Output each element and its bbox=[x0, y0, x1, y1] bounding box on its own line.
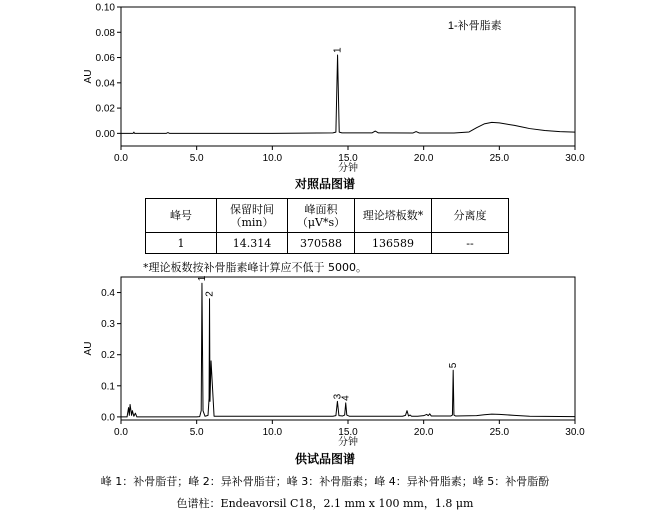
sample-y-tick-label: 0.0 bbox=[101, 412, 115, 424]
reference-y-axis-label: AU bbox=[83, 69, 94, 84]
reference-y-tick-label: 0.08 bbox=[95, 27, 115, 39]
reference-x-axis-label: 分钟 bbox=[338, 163, 358, 174]
sample-y-axis-label: AU bbox=[83, 341, 94, 356]
header-text: 峰号 bbox=[170, 209, 192, 222]
sample-chromatogram bbox=[0, 272, 650, 447]
reference-x-tick-label: 15.0 bbox=[338, 153, 358, 164]
table-header-cell bbox=[217, 199, 288, 233]
header-text: 保留时间 bbox=[230, 202, 274, 216]
peak-legend: 峰 1：补骨脂苷；峰 2：异补骨脂苷；峰 3：补骨脂素；峰 4：异补骨脂素；峰 5：补骨脂酚 bbox=[100, 475, 550, 488]
reference-x-tick-label: 5.0 bbox=[189, 153, 204, 164]
table-cell: 14.314 bbox=[217, 233, 288, 254]
table-cell: 1 bbox=[146, 233, 217, 254]
sample-x-tick-label: 15.0 bbox=[338, 427, 358, 438]
reference-trace-line bbox=[121, 55, 575, 133]
header-unit: （min） bbox=[230, 215, 274, 229]
sample-peak-label: 5 bbox=[448, 362, 460, 369]
reference-annotation: 1-补骨脂素 bbox=[447, 20, 502, 32]
plate-count-note: *理论板数按补骨脂素峰计算应不低于 5000。 bbox=[143, 261, 367, 274]
table-header-cell bbox=[432, 199, 509, 233]
table-header-cell bbox=[355, 199, 432, 233]
column-info: 色谱柱：Endeavorsil C18，2.1 mm x 100 mm，1.8 μm bbox=[176, 497, 474, 510]
reference-y-tick-label: 0.00 bbox=[95, 128, 115, 140]
header-text: 峰面积 bbox=[304, 202, 338, 216]
sample-x-tick-label: 20.0 bbox=[413, 427, 434, 438]
reference-x-tick-label: 25.0 bbox=[489, 153, 510, 164]
header-unit: （μV*s） bbox=[296, 215, 346, 229]
sample-y-tick-label: 0.1 bbox=[101, 381, 115, 393]
sample-x-tick-label: 10.0 bbox=[262, 427, 283, 438]
table-row bbox=[146, 233, 509, 254]
reference-y-tick-label: 0.10 bbox=[95, 2, 115, 14]
table-header-cell bbox=[288, 199, 355, 233]
header-text: 理论塔板数* bbox=[362, 209, 424, 222]
sample-caption: 供试品图谱 bbox=[294, 452, 355, 466]
sample-x-tick-label: 30.0 bbox=[565, 427, 585, 438]
sample-y-tick-label: 0.4 bbox=[101, 288, 115, 300]
table-cell: -- bbox=[432, 233, 509, 254]
reference-y-tick-label: 0.04 bbox=[95, 78, 115, 90]
reference-x-tick-label: 20.0 bbox=[413, 153, 434, 164]
sample-peak-label: 3 bbox=[332, 393, 344, 400]
sample-x-tick-label: 25.0 bbox=[489, 427, 510, 438]
reference-peak-label: 1 bbox=[332, 47, 344, 54]
table-header-cell bbox=[146, 199, 217, 233]
reference-plot-frame bbox=[121, 7, 575, 146]
system-suitability-table bbox=[145, 198, 509, 254]
header-text: 分离度 bbox=[453, 209, 487, 222]
sample-peak-label: 1 bbox=[196, 275, 208, 282]
sample-x-tick-label: 0.0 bbox=[114, 427, 128, 438]
reference-x-tick-label: 0.0 bbox=[114, 153, 128, 164]
table-cell: 370588 bbox=[288, 233, 355, 254]
reference-y-tick-label: 0.02 bbox=[95, 103, 115, 115]
sample-y-tick-label: 0.3 bbox=[101, 319, 115, 331]
reference-x-tick-label: 10.0 bbox=[262, 153, 283, 164]
sample-x-axis-label: 分钟 bbox=[338, 437, 358, 447]
table-header-row bbox=[146, 199, 509, 233]
reference-y-tick-label: 0.06 bbox=[95, 53, 115, 65]
table-cell: 136589 bbox=[355, 233, 432, 254]
reference-chromatogram bbox=[0, 0, 650, 175]
reference-caption: 对照品图谱 bbox=[294, 177, 355, 191]
sample-x-tick-label: 5.0 bbox=[189, 427, 204, 438]
sample-peak-label: 4 bbox=[340, 395, 352, 401]
reference-x-tick-label: 30.0 bbox=[565, 153, 585, 164]
sample-y-tick-label: 0.2 bbox=[101, 350, 115, 362]
sample-peak-label: 2 bbox=[204, 291, 216, 297]
